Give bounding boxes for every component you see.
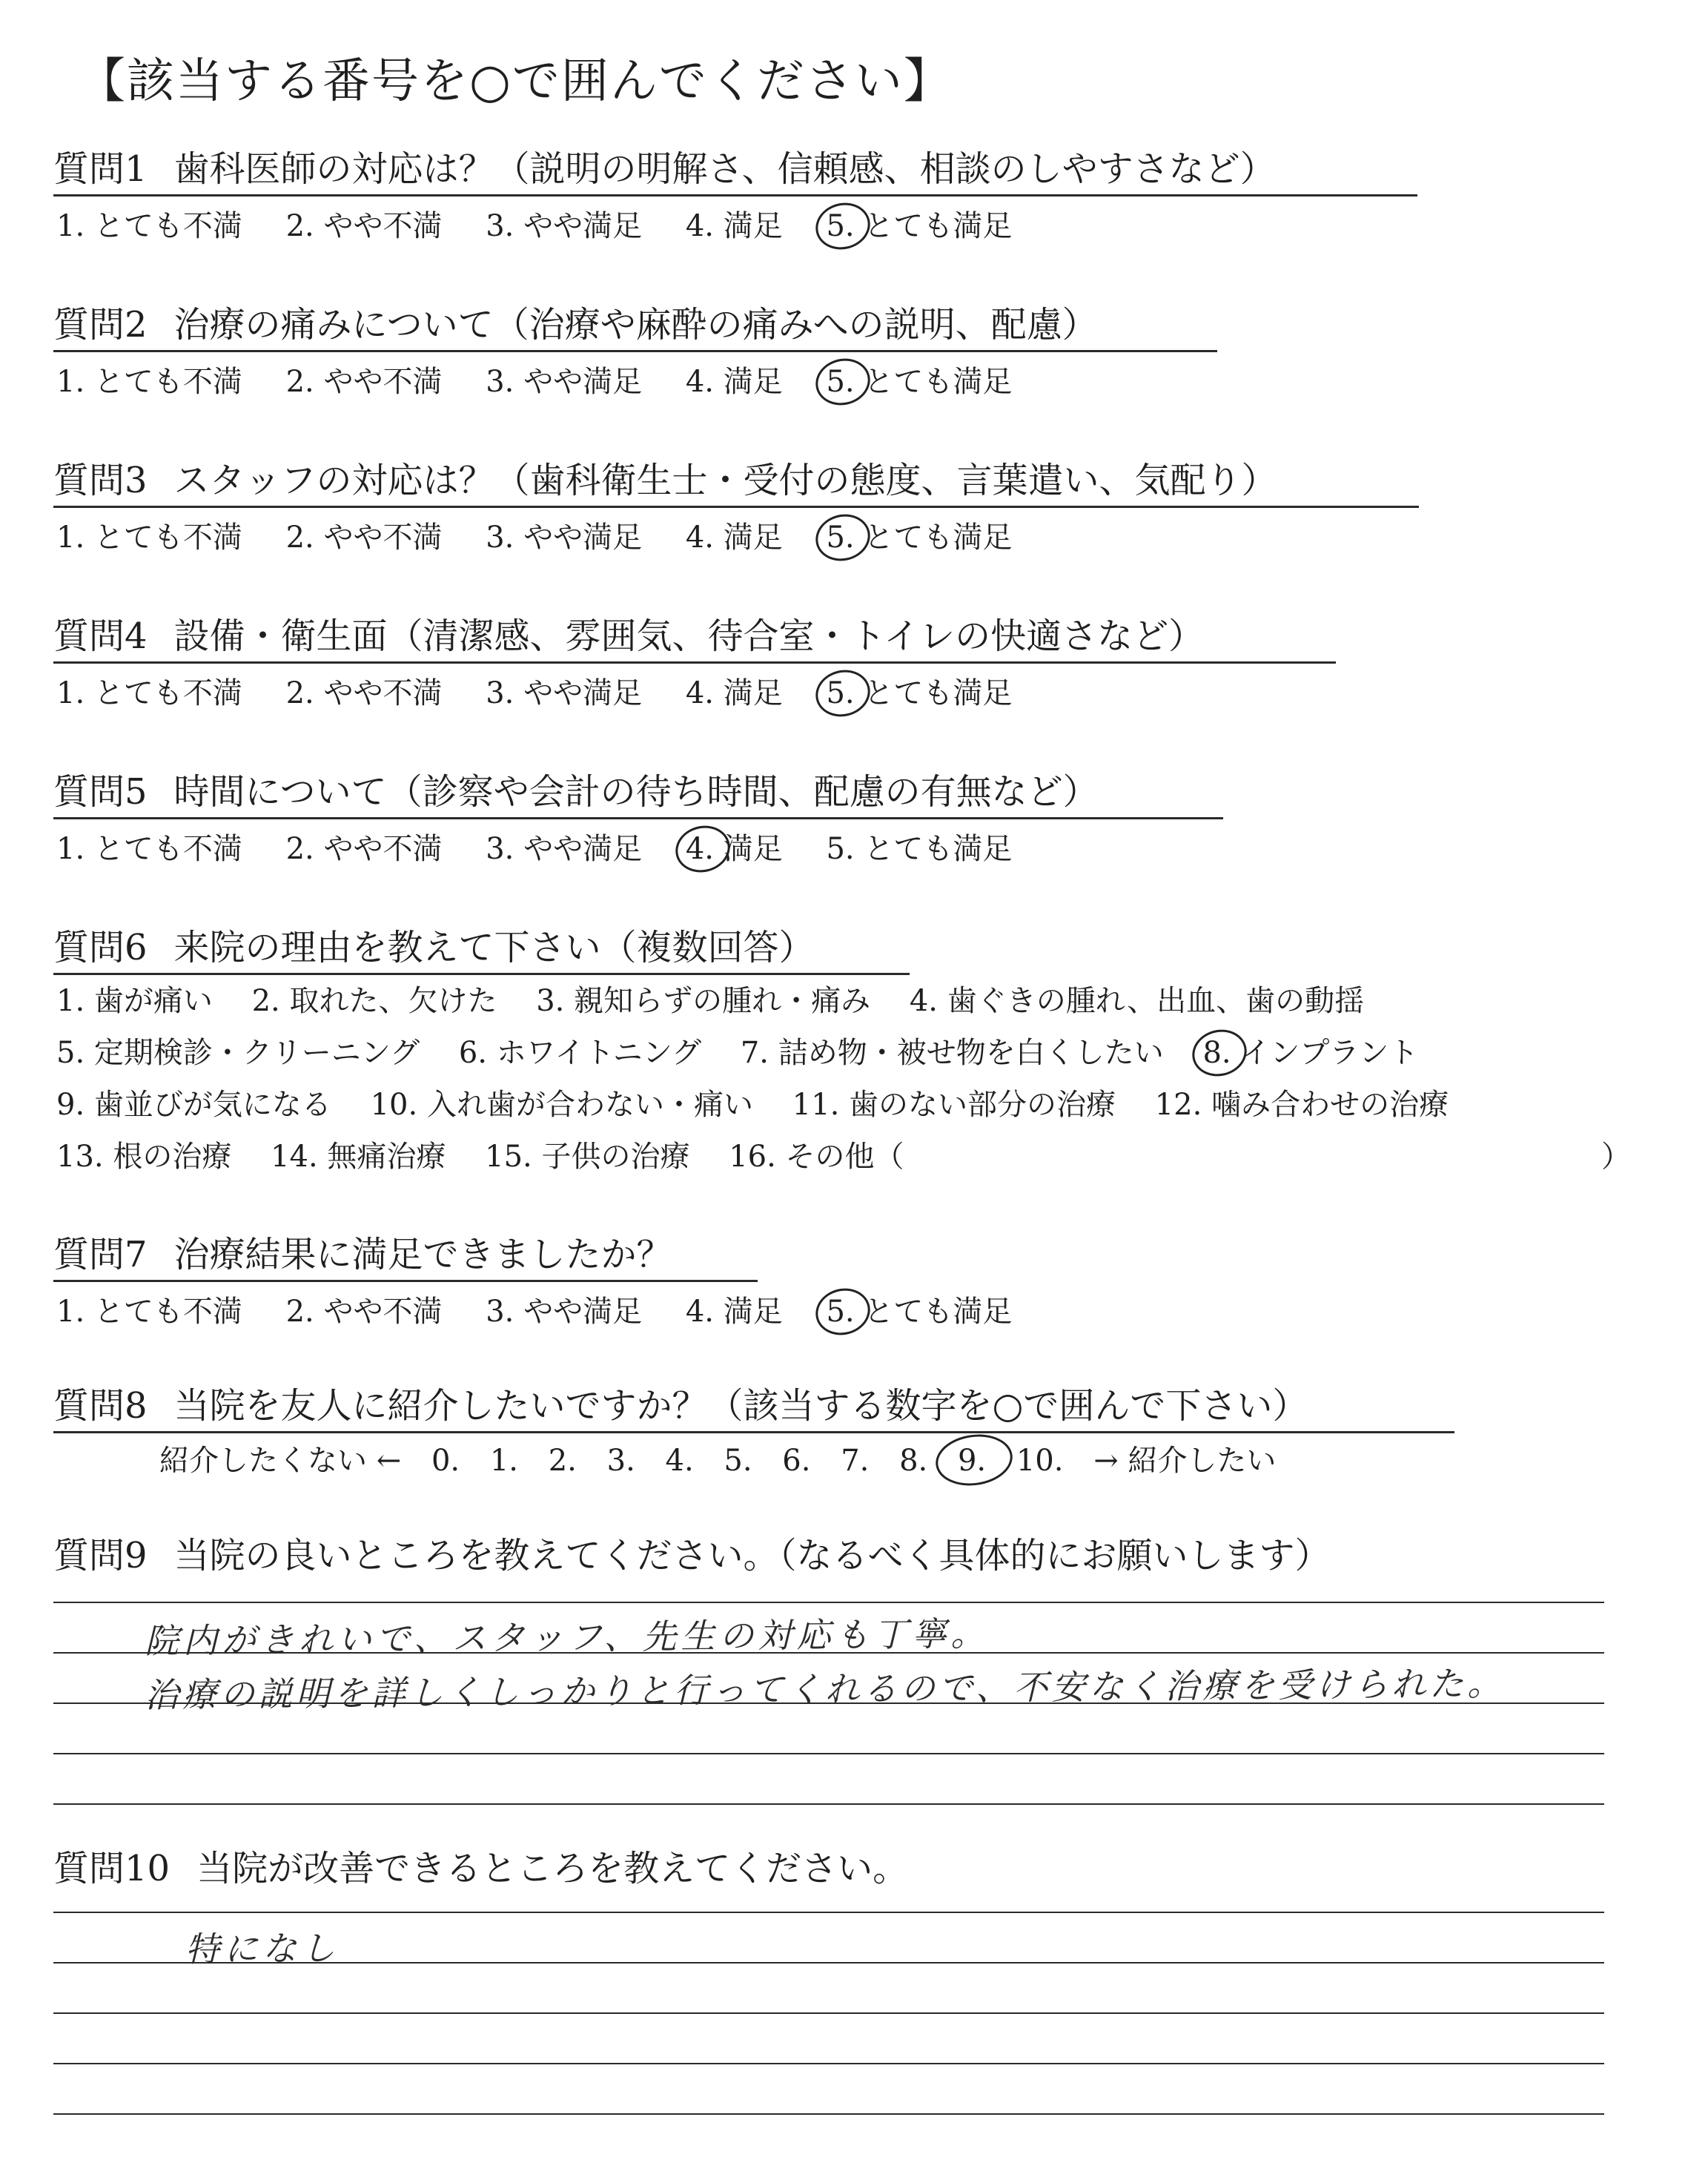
- question-9-text: 当院の良いところを教えてください。（なるべく具体的にお願いします）: [173, 1535, 1331, 1576]
- question-2-label: 質問2: [53, 304, 148, 346]
- q7-option-1[interactable]: 1. とても不満: [56, 1295, 242, 1329]
- scale-left-label: 紹介したくない ←: [159, 1444, 402, 1478]
- q1-option-4[interactable]: 4. 満足: [685, 209, 783, 243]
- reason-16[interactable]: 16. その他（: [729, 1140, 904, 1174]
- q5-option-1[interactable]: 1. とても不満: [56, 832, 242, 866]
- scale-1[interactable]: 1.: [489, 1444, 519, 1478]
- question-6-text: 来院の理由を教えて下さい（複数回答）: [173, 927, 815, 968]
- scale-9[interactable]: 9.: [958, 1442, 986, 1479]
- question-7-underline: [53, 1280, 758, 1282]
- q5-option-3[interactable]: 3. やや満足: [486, 832, 643, 866]
- selection-circle: [811, 664, 875, 722]
- answer-line: [53, 1702, 1604, 1704]
- q2-option-4[interactable]: 4. 満足: [685, 365, 783, 399]
- scale-10[interactable]: 10.: [1016, 1444, 1064, 1478]
- q1-option-1[interactable]: 1. とても不満: [56, 209, 242, 243]
- reason-4[interactable]: 4. 歯ぐきの腫れ、出血、歯の動揺: [909, 984, 1365, 1018]
- q9-answer-line-1[interactable]: 院内がきれいで、スタッフ、先生の対応も丁寧。: [144, 1614, 990, 1661]
- question-7-options: [56, 1293, 1012, 1330]
- reason-row-3: [56, 1086, 1449, 1123]
- reason-13[interactable]: 13. 根の治療: [56, 1140, 232, 1174]
- question-7-text: 治療結果に満足できましたか？: [173, 1234, 672, 1275]
- question-2-text: 治療の痛みについて（治療や麻酔の痛みへの説明、配慮）: [173, 304, 1098, 346]
- reason-3[interactable]: 3. 親知らずの腫れ・痛み: [536, 984, 871, 1018]
- question-1-label: 質問1: [53, 148, 148, 190]
- q4-option-1[interactable]: 1. とても不満: [56, 676, 242, 710]
- question-2: [53, 303, 1098, 347]
- question-10-text: 当院が改善できるところを教えてください。: [196, 1848, 909, 1889]
- answer-line: [53, 2113, 1604, 2115]
- q3-option-2[interactable]: 2. やや不満: [285, 521, 443, 555]
- question-2-options: [56, 363, 1012, 400]
- question-8-underline: [53, 1431, 1454, 1433]
- scale-4[interactable]: 4.: [665, 1444, 694, 1478]
- scale-8[interactable]: 8.: [899, 1444, 928, 1478]
- question-7: [53, 1232, 672, 1277]
- question-3-underline: [53, 506, 1419, 508]
- question-1-options: [56, 208, 1012, 245]
- question-3-text: スタッフの対応は？（歯科衛生士・受付の態度、言葉遣い、気配り）: [173, 460, 1277, 501]
- reason-row-4: [56, 1138, 904, 1175]
- question-8-text: 当院を友人に紹介したいですか？（該当する数字を○で囲んで下さい）: [173, 1385, 1308, 1427]
- selection-circle: [811, 353, 875, 411]
- selection-circle: [811, 197, 875, 255]
- question-10: [53, 1846, 908, 1891]
- reason-12[interactable]: 12. 噛み合わせの治療: [1154, 1088, 1449, 1122]
- q3-option-5[interactable]: 5. とても満足: [826, 519, 1012, 556]
- q5-option-4[interactable]: 4. 満足: [686, 830, 783, 868]
- reason-9[interactable]: 9. 歯並びが気になる: [56, 1088, 331, 1122]
- q2-option-2[interactable]: 2. やや不満: [285, 365, 443, 399]
- q4-option-2[interactable]: 2. やや不満: [285, 676, 443, 710]
- q3-option-4[interactable]: 4. 満足: [685, 521, 783, 555]
- q2-option-5[interactable]: 5. とても満足: [826, 363, 1012, 400]
- reason-10[interactable]: 10. 入れ歯が合わない・痛い: [370, 1088, 753, 1122]
- reason-7[interactable]: 7. 詰め物・被せ物を白くしたい: [740, 1036, 1164, 1070]
- q7-option-2[interactable]: 2. やや不満: [285, 1295, 443, 1329]
- q1-option-3[interactable]: 3. やや満足: [486, 209, 643, 243]
- reason-6[interactable]: 6. ホワイトニング: [458, 1036, 702, 1070]
- q4-option-4[interactable]: 4. 満足: [685, 676, 783, 710]
- question-4-options: [56, 675, 1012, 712]
- reason-5[interactable]: 5. 定期検診・クリーニング: [56, 1036, 420, 1070]
- selection-circle: [811, 509, 875, 567]
- scale-6[interactable]: 6.: [782, 1444, 811, 1478]
- question-9: [53, 1533, 1331, 1578]
- question-5-label: 質問5: [53, 771, 148, 813]
- question-4-label: 質問4: [53, 615, 148, 657]
- q5-option-2[interactable]: 2. やや不満: [285, 832, 443, 866]
- scale-5[interactable]: 5.: [724, 1444, 752, 1478]
- reason-15[interactable]: 15. 子供の治療: [485, 1140, 690, 1174]
- q7-option-5[interactable]: 5. とても満足: [826, 1293, 1012, 1330]
- answer-line: [53, 2063, 1604, 2064]
- question-4: [53, 614, 1204, 658]
- selection-circle: [933, 1430, 1016, 1490]
- answer-line: [53, 1803, 1604, 1805]
- q2-option-3[interactable]: 3. やや満足: [486, 365, 643, 399]
- answer-line: [53, 1602, 1604, 1603]
- question-1: [53, 147, 1276, 191]
- selection-circle: [811, 1283, 875, 1341]
- q2-option-1[interactable]: 1. とても不満: [56, 365, 242, 399]
- question-5: [53, 770, 1099, 814]
- question-9-label: 質問9: [53, 1535, 148, 1576]
- question-4-text: 設備・衛生面（清潔感、雰囲気、待合室・トイレの快適さなど）: [173, 615, 1205, 657]
- question-10-label: 質問10: [53, 1848, 171, 1889]
- q3-option-3[interactable]: 3. やや満足: [486, 521, 643, 555]
- answer-line: [53, 1962, 1604, 1964]
- reason-11[interactable]: 11. 歯のない部分の治療: [792, 1088, 1116, 1122]
- question-7-label: 質問7: [53, 1234, 148, 1275]
- question-2-underline: [53, 350, 1217, 352]
- question-6: [53, 925, 815, 970]
- question-6-label: 質問6: [53, 927, 148, 968]
- question-8-label: 質問8: [53, 1385, 148, 1427]
- question-1-underline: [53, 194, 1417, 196]
- q10-answer-line-1[interactable]: 特になし: [185, 1928, 340, 1969]
- question-5-text: 時間について（診察や会計の待ち時間、配慮の有無など）: [173, 771, 1099, 813]
- reason-2[interactable]: 2. 取れた、欠けた: [251, 984, 497, 1018]
- question-5-underline: [53, 817, 1223, 819]
- scale-3[interactable]: 3.: [606, 1444, 635, 1478]
- question-6-underline: [53, 973, 910, 975]
- reason-row-2: [56, 1034, 1418, 1071]
- q4-option-5[interactable]: 5. とても満足: [826, 675, 1012, 712]
- q5-option-5[interactable]: 5. とても満足: [826, 832, 1013, 866]
- question-3: [53, 458, 1277, 503]
- question-4-underline: [53, 661, 1336, 664]
- scale-7[interactable]: 7.: [841, 1444, 870, 1478]
- q9-answer-line-2[interactable]: 治療の説明を詳しくしっかりと行ってくれるので、不安なく治療を受けられた。: [144, 1662, 1506, 1716]
- answer-line: [53, 1753, 1604, 1754]
- q7-option-3[interactable]: 3. やや満足: [486, 1295, 643, 1329]
- question-3-options: [56, 519, 1012, 556]
- other-close-paren: ）: [1601, 1140, 1631, 1174]
- selection-circle: [1188, 1024, 1252, 1082]
- page-title: 【該当する番号を○で囲んでください】: [78, 54, 953, 109]
- q4-option-3[interactable]: 3. やや満足: [486, 676, 643, 710]
- q7-option-4[interactable]: 4. 満足: [685, 1295, 783, 1329]
- answer-line: [53, 1912, 1604, 1913]
- q3-option-1[interactable]: 1. とても不満: [56, 521, 242, 555]
- reason-8[interactable]: 8. インプラント: [1202, 1034, 1418, 1071]
- scale-0[interactable]: 0.: [431, 1444, 460, 1478]
- recommend-scale: [159, 1442, 1297, 1479]
- selection-circle: [670, 820, 735, 878]
- reason-14[interactable]: 14. 無痛治療: [271, 1140, 446, 1174]
- scale-right-label: → 紹介したい: [1093, 1444, 1277, 1478]
- q1-option-2[interactable]: 2. やや不満: [285, 209, 443, 243]
- question-1-text: 歯科医師の対応は？（説明の明解さ、信頼感、相談のしやすさなど）: [173, 148, 1276, 190]
- reason-1[interactable]: 1. 歯が痛い: [56, 984, 213, 1018]
- reason-row-1: [56, 982, 1364, 1020]
- answer-line: [53, 1652, 1604, 1654]
- scale-2[interactable]: 2.: [548, 1444, 577, 1478]
- question-5-options: [56, 830, 1012, 868]
- answer-line: [53, 2012, 1604, 2014]
- question-3-label: 質問3: [53, 460, 148, 501]
- question-8: [53, 1384, 1308, 1428]
- q1-option-5[interactable]: 5. とても満足: [826, 208, 1012, 245]
